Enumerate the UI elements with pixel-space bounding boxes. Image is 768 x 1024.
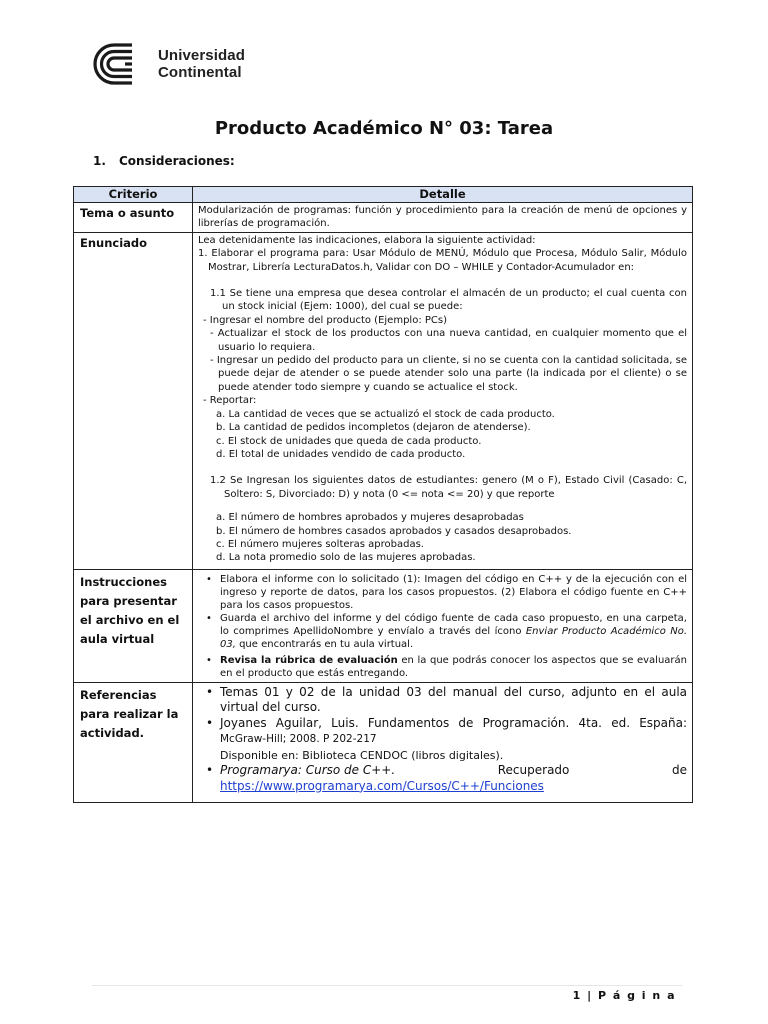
detalle-enunciado xyxy=(193,232,693,569)
university-logo xyxy=(92,42,245,86)
criterio-instrucciones: Instrucciones para presentar el archivo en el aula virtual xyxy=(74,569,193,682)
enunciado-item1: 1. Elaborar el programa para: Usar Módulo de MENÚ, Módulo que Procesa, Módulo Salir, Módulo Mostrar, Librería LecturaDatos.h, Validar con DO – WHILE y Contador-Acumulador en: xyxy=(198,248,687,273)
enunciado-1-1: 1.1 Se tiene una empresa que desea controlar el almacén de un producto; el cual cuenta con un stock inicial (Ejem: 1000), del cual se puede: xyxy=(210,288,687,313)
section-number: 1. xyxy=(93,154,106,168)
student-item-d: d. La nota promedio solo de las mujeres aprobadas. xyxy=(216,552,476,564)
enviar-producto-icon-label: Enviar Producto Académico No. 03, xyxy=(220,625,687,650)
table-header-row xyxy=(74,187,693,203)
instruction-item xyxy=(220,654,687,680)
reference-text: Joyanes Aguilar, Luis. Fundamentos de Programación. 4ta. ed. España: xyxy=(220,715,687,730)
student-item-c: c. El número mujeres solteras aprobadas. xyxy=(216,538,424,550)
considerations-table xyxy=(73,186,693,803)
instruction-item xyxy=(220,612,687,651)
report-item-c: c. El stock de unidades que queda de cada producto. xyxy=(216,435,482,447)
reference-item xyxy=(220,763,687,794)
table-row-instrucciones xyxy=(74,569,693,682)
university-name-line2: Continental xyxy=(158,64,242,81)
university-logo-icon xyxy=(92,42,154,86)
report-item-a: a. La cantidad de veces que se actualizó el stock de cada producto. xyxy=(216,408,555,420)
student-item-b: b. El número de hombres casados aprobados y casados desaprobados. xyxy=(216,525,572,537)
reference-source: • Programarya: Curso de C++. xyxy=(220,763,396,778)
criterio-enunciado: Enunciado xyxy=(74,232,193,569)
table-row-tema xyxy=(74,203,693,233)
enunciado-1-2: 1.2 Se Ingresan los siguientes datos de estudiantes: genero (M o F), Estado Civil (Casado: C, Soltero: S, Divorciado: D) y nota (0 <= nota <= 20) y que reporte xyxy=(210,475,687,500)
page-number: 1 | P á g i n a xyxy=(572,989,676,1002)
reference-text: McGraw-Hill; 2008. P 202-217 xyxy=(220,733,377,746)
criterio-tema: Tema o asunto xyxy=(74,203,193,233)
reference-link[interactable]: https://www.programarya.com/Cursos/C++/Funciones xyxy=(220,778,544,793)
enunciado-dash-1: - Ingresar el nombre del producto (Ejemplo: PCs) xyxy=(203,314,447,326)
instruction-text: que encontrarás en tu aula virtual. xyxy=(235,638,414,650)
detalle-instrucciones xyxy=(193,569,693,682)
references-list xyxy=(198,685,687,795)
document-title: Producto Académico N° 03: Tarea xyxy=(214,118,554,139)
criterio-referencias: Referencias para realizar la actividad. xyxy=(74,682,193,803)
reference-item: • Temas 01 y 02 de la unidad 03 del manual del curso, adjunto en el aula virtual del curso. xyxy=(220,685,687,716)
reference-text: Disponible en: Biblioteca CENDOC (libros digitales). xyxy=(220,748,504,762)
report-item-d: d. El total de unidades vendido de cada producto. xyxy=(216,448,466,460)
enunciado-dash-4: - Reportar: xyxy=(203,395,257,407)
table-row-referencias xyxy=(74,682,693,803)
university-name-line1: Universidad xyxy=(158,47,245,64)
enunciado-dash-3: - Ingresar un pedido del producto para un cliente, si no se cuenta con la cantidad solicitada, se puede dejar de atender o se puede atender solo una parte (la indicada por el cliente) o se puede atender todo siempre y cuando se actualice el stock. xyxy=(210,355,687,393)
rubric-emphasis: Revisa la rúbrica de evaluación xyxy=(220,654,398,666)
table-row-enunciado xyxy=(74,232,693,569)
section-heading xyxy=(93,154,235,168)
instruction-item: • Elabora el informe con lo solicitado (1): Imagen del código en C++ y de la ejecución con el ingreso y reporte de datos, para los casos propuestos. (2) Elabora el código fuente en C++ para los casos propuestos. xyxy=(220,573,687,612)
section-label: Consideraciones: xyxy=(119,154,235,168)
enunciado-dash-2: - Actualizar el stock de los productos con una nueva cantidad, en cualquier momento que el usuario lo requiera. xyxy=(210,328,687,353)
footer-divider xyxy=(92,985,682,986)
student-item-a: a. El número de hombres aprobados y mujeres desaprobadas xyxy=(216,512,524,524)
reference-text: de xyxy=(671,763,687,778)
instruction-text: en la que podrás conocer los aspectos que se evaluarán en el producto que estás entregando. xyxy=(220,654,687,679)
instruction-text: Guarda el archivo del informe y del código fuente de cada caso propuesto, en una carpeta, lo comprimes ApellidoNombre y envíalo a través del ícono xyxy=(220,612,687,637)
report-item-b: b. La cantidad de pedidos incompletos (dejaron de atenderse). xyxy=(216,422,531,434)
instructions-list xyxy=(198,573,687,680)
header-criterio: Criterio xyxy=(74,187,193,203)
enunciado-intro: Lea detenidamente las indicaciones, elabora la siguiente actividad: xyxy=(198,234,536,246)
reference-text: Recuperado xyxy=(497,763,570,778)
detalle-tema: Modularización de programas: función y procedimiento para la creación de menú de opciones y librerías de programación. xyxy=(193,203,693,233)
header-detalle: Detalle xyxy=(193,187,693,203)
reference-item xyxy=(220,716,687,764)
university-name xyxy=(158,47,245,81)
detalle-referencias xyxy=(193,682,693,803)
